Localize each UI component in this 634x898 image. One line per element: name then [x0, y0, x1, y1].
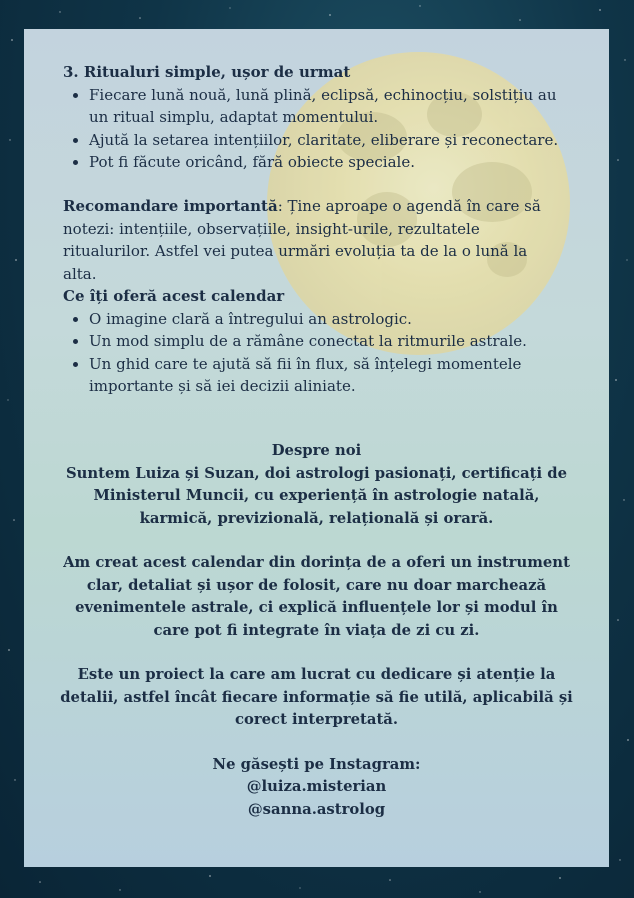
offer-list: [63, 308, 563, 398]
list-item: • Un ghid care te ajută să fii în flux, să înțelegi momentele importante și să iei decizii aliniate.: [89, 353, 563, 398]
instagram-label: Ne găsești pe Instagram:: [212, 755, 421, 773]
offer-heading: Ce îți oferă acest calendar: [63, 287, 285, 305]
list-item: • Un mod simplu de a rămâne conectat la ritmurile astrale.: [89, 330, 563, 353]
content-panel: [24, 29, 609, 867]
instagram-handle-luiza[interactable]: @luiza.misterian: [246, 778, 387, 795]
about-paragraph-2: Este un proiect la care am lucrat cu dedicare și atenție la detalii, astfel încât fiecare informație să fie utilă, aplicabilă și corect interpretată.: [60, 666, 573, 728]
about-paragraph-1: Am creat acest calendar din dorința de a oferi un instrument clar, detaliat și ușor de folosit, care nu doar marchează evenimentele astrale, ci explică influențele lor și modul în care pot fi integrate în viața de zi cu zi.: [63, 554, 570, 639]
rituals-section: [63, 61, 563, 174]
about-intro: Suntem Luiza și Suzan, doi astrologi pasionați, certificați de Ministerul Muncii, cu experiență în astrologie natală, karmică, previzională, relațională și orară.: [65, 464, 568, 527]
list-item: • Ajută la setarea intențiilor, claritate, eliberare și reconectare.: [89, 129, 563, 152]
recommendation-section: [63, 195, 563, 285]
list-item: • Pot fi făcute oricând, fără obiecte speciale.: [89, 151, 563, 174]
recommendation-label: Recomandare importantă: [63, 197, 278, 215]
rituals-heading: 3. Ritualuri simple, ușor de urmat: [63, 63, 351, 81]
about-heading: Despre noi: [271, 442, 362, 459]
list-item: • Fiecare lună nouă, lună plină, eclipsă, echinocțiu, solstițiu au un ritual simplu, adaptat momentului.: [89, 84, 563, 129]
rituals-list: [63, 84, 563, 174]
about-section: [59, 440, 574, 821]
offer-section: [63, 285, 563, 398]
recommendation-text: Recomandare importantă: Ține aproape o agendă în care să notezi: intențiile, observațiile, insight-urile, rezultatele ritualurilor. Astfel vei putea urmări evoluția ta de la o lună la alta.: [63, 197, 541, 283]
instagram-handle-sanna[interactable]: @sanna.astrolog: [247, 800, 386, 818]
list-item: • O imagine clară a întregului an astrologic.: [89, 308, 563, 331]
